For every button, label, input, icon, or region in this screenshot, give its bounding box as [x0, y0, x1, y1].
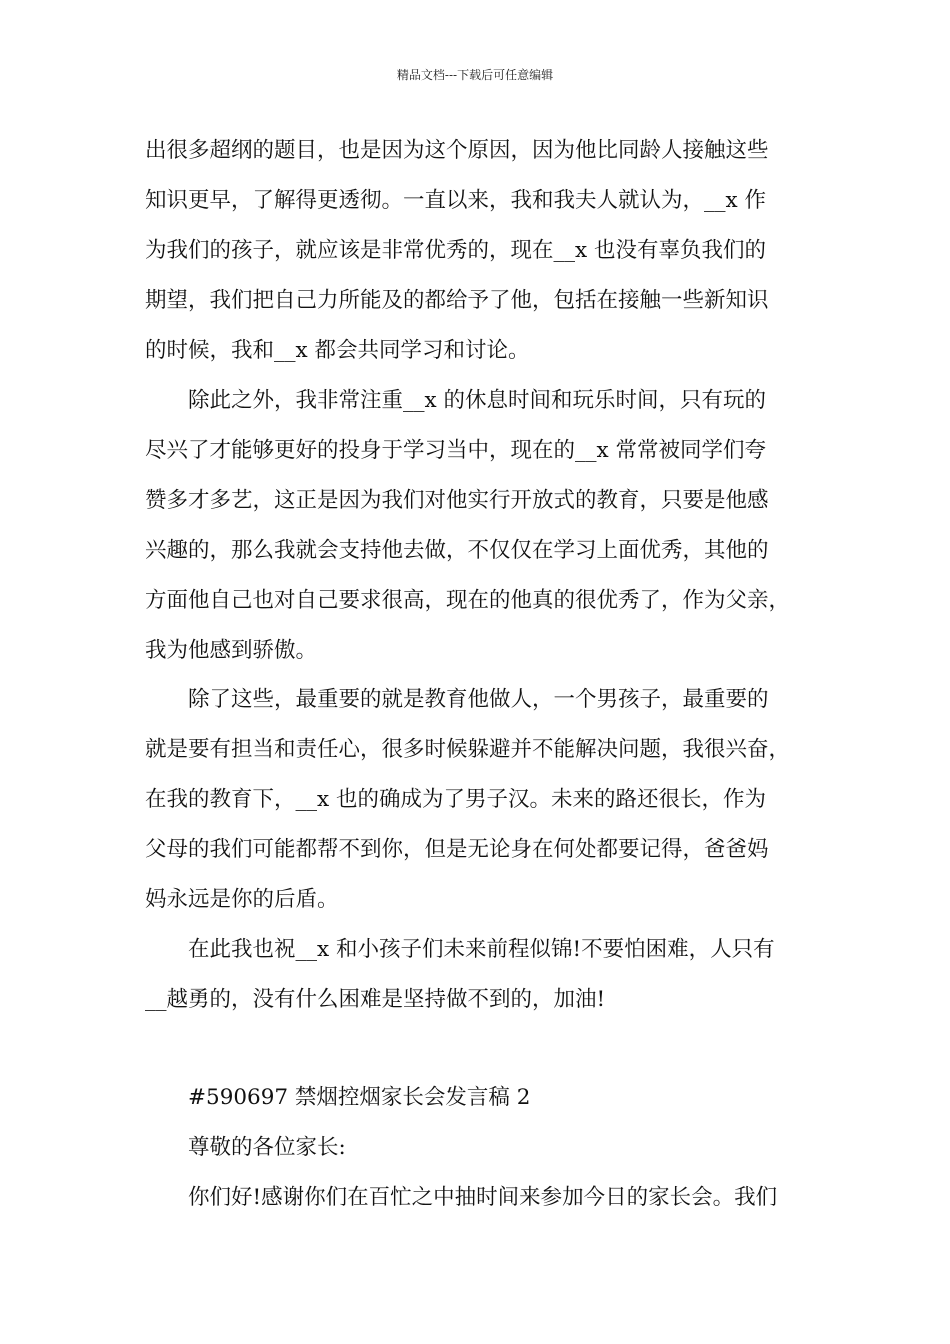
paragraph-line: 除此之外，我非常注重__x 的休息时间和玩乐时间，只有玩的: [188, 388, 766, 413]
paragraph-line: 期望，我们把自己力所能及的都给予了他，包括在接触一些新知识: [145, 288, 769, 313]
paragraph-line: 在我的教育下，__x 也的确成为了男子汉。未来的路还很长，作为: [145, 787, 766, 812]
paragraph-line: 我为他感到骄傲。: [145, 638, 318, 663]
paragraph-line: 父母的我们可能都帮不到你，但是无论身在何处都要记得，爸爸妈: [145, 837, 769, 862]
paragraph-line: 尽兴了才能够更好的投身于学习当中，现在的__x 常常被同学们夸: [145, 438, 766, 463]
paragraph-line: 妈永远是你的后盾。: [145, 887, 339, 912]
paragraph-line: __越勇的，没有什么困难是坚持做不到的，加油!: [145, 987, 606, 1012]
paragraph-line: 兴趣的，那么我就会支持他去做，不仅仅在学习上面优秀，其他的: [145, 538, 769, 563]
greeting: 尊敬的各位家长:: [188, 1135, 346, 1160]
paragraph-line: 就是要有担当和责任心，很多时候躲避并不能解决问题，我很兴奋，: [145, 737, 791, 762]
paragraph-line: 赞多才多艺，这正是因为我们对他实行开放式的教育，只要是他感: [145, 488, 769, 513]
paragraph-line: 方面他自己也对自己要求很高，现在的他真的很优秀了，作为父亲，: [145, 588, 791, 613]
paragraph-line: 出很多超纲的题目，也是因为这个原因，因为他比同龄人接触这些: [145, 138, 769, 163]
paragraph-line: 除了这些，最重要的就是教育他做人，一个男孩子，最重要的: [188, 687, 769, 712]
paragraph-line: 知识更早，了解得更透彻。一直以来，我和我夫人就认为，__x 作: [145, 188, 766, 213]
paragraph-line: 的时候，我和__x 都会共同学习和讨论。: [145, 338, 530, 363]
paragraph-line: 在此我也祝__x 和小孩子们未来前程似锦!不要怕困难，人只有: [188, 937, 775, 962]
page-header: 精品文档---下载后可任意编辑: [396, 68, 554, 82]
paragraph-line: 为我们的孩子，就应该是非常优秀的，现在__x 也没有辜负我们的: [145, 238, 766, 263]
opening-line: 你们好!感谢你们在百忙之中抽时间来参加今日的家长会。我们: [188, 1185, 778, 1210]
section-title: #590697 禁烟控烟家长会发言稿 2: [188, 1085, 531, 1110]
